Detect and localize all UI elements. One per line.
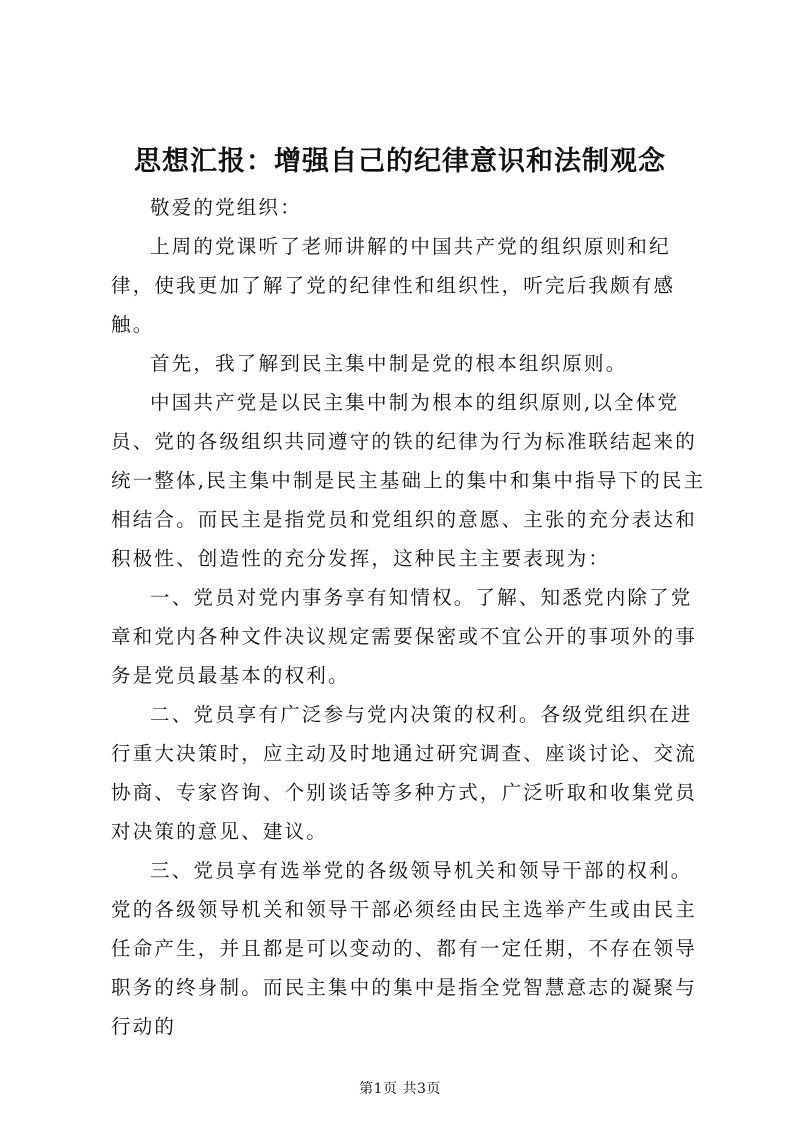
body-paragraph-5: 二、党员享有广泛参与党内决策的权利。各级党组织在进行重大决策时，应主动及时地通过研究调查、座谈讨论、交流协商、专家咨询、个别谈话等多种方式，广泛听取和收集党员对决策的意见、建议。	[111, 703, 697, 843]
body-paragraph-4: 一、党员对党内事务享有知情权。了解、知悉党内除了党章和党内各种文件决议规定需要保密或不宜公开的事项外的事务是党员最基本的权利。	[111, 586, 697, 687]
page-footer: 第1页 共3页	[359, 1081, 441, 1097]
body-paragraph-3: 中国共产党是以民主集中制为根本的组织原则,以全体党员、党的各级组织共同遵守的铁的纪律为行为标准联结起来的统一整体,民主集中制是民主基础上的集中和集中指导下的民主相结合。而民主是指党员和党组织的意愿、主张的充分表达和积极性、创造性的充分发挥，这种民主主要表现为：	[111, 391, 706, 570]
body-paragraph-2: 首先，我了解到民主集中制是党的根本组织原则。	[150, 352, 628, 375]
document-title: 思想汇报：增强自己的纪律意识和法制观念	[134, 146, 666, 177]
body-paragraph-6: 三、党员享有选举党的各级领导机关和领导干部的权利。党的各级领导机关和领导干部必须经由民主选举产生或由民主任命产生，并且都是可以变动的、都有一定任期，不存在领导职务的终身制。而民主集中的集中是指全党智慧意志的凝聚与行动的	[111, 859, 697, 1038]
body-paragraph-1: 上周的党课听了老师讲解的中国共产党的组织原则和纪律，使我更加了解了党的纪律性和组织性，听完后我颇有感触。	[111, 235, 676, 336]
document-body	[111, 188, 711, 1046]
salutation: 敬爱的党组织：	[150, 196, 302, 219]
